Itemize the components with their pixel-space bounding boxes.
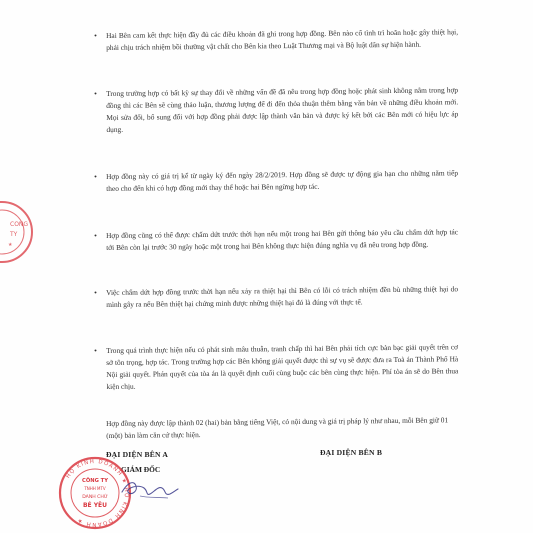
clause-text: Hợp đồng này có giá trị kể từ ngày ký đến ngày 28/2/2019. Hợp đồng sẽ được tự động gia hạn cho những năm tiếp theo cho đến khi có hợp đồng mới thay thế hoặc hai Bên ngừng hợp tác.: [106, 168, 459, 193]
bullet: •: [94, 231, 97, 241]
bullet: •: [94, 31, 97, 41]
clause-text: Trong quá trình thực hiện nếu có phát sinh mâu thuẫn, tranh chấp thì hai Bên phải tích cực bàn bạc giải quyết trên cơ sở tôn trọng, hợp tác. Trong trường hợp các Bên không giải quyết được thì sự vụ sẽ được đưa ra Toà án Thành Phố Hà Nội giải quyết. Phán quyết của tòa án là quyết định cuối cùng buộc các bên cùng thực hiện. Phí tòa án sẽ do Bên thua kiện chịu.: [106, 342, 459, 391]
clause-disputes: [94, 341, 459, 392]
director-title: GIÁM ĐỐC: [121, 465, 161, 474]
clause-compensation: [94, 283, 459, 310]
closing-statement: Hợp đồng này được lập thành 02 (hai) bản bằng tiếng Việt, có nội dung và giá trị pháp lý như nhau, mỗi Bên giữ 01 (một) bản làm căn cứ thực hiện.: [106, 415, 449, 440]
svg-text:DANH CHỨ: DANH CHỨ: [82, 495, 108, 500]
handwritten-signature: [118, 476, 180, 502]
svg-text:BÉ YÊU: BÉ YÊU: [82, 502, 108, 509]
side-stamp-seal: [0, 196, 36, 268]
svg-text:CÔNG: CÔNG: [10, 221, 29, 228]
clause-text: Trong trường hợp có bất kỳ sự thay đổi về những vấn đề đã nêu trong hợp đồng hoặc phát sinh không nằm trong hợp đồng thì các Bên sẽ cùng thảo luận, thương lượng để đi đến thỏa thuận thêm bằng văn bản về những điều khoản mới. Mọi sửa đổi, bổ sung đối với hợp đồng phải được lập thành văn bản và được ký kết bởi các Bên mới có hiệu lực áp dụng.: [106, 85, 459, 134]
clause-text: Hai Bên cam kết thực hiện đầy đủ các điều khoản đã ghi trong hợp đồng. Bên nào cố tình trì hoãn hoặc gây thiệt hại, phải chịu trách nhiệm bồi thường vật chất cho Bên kia theo Luật Thương mại và Bộ luật dân sự hiện hành.: [106, 27, 459, 52]
bullet: •: [94, 288, 97, 298]
clause-text: Việc chấm dứt hợp đồng trước thời hạn nếu xảy ra thiệt hại thì Bên có lỗi có trách nhiệm đền bù những thiệt hại do mình gây ra nếu Bên thiệt hại chứng minh được những thiệt hại đó là đúng với thực tế.: [106, 284, 459, 309]
clause-validity: [94, 167, 459, 194]
clause-termination: [94, 226, 459, 253]
svg-text:TY: TY: [10, 231, 18, 238]
svg-text:★: ★: [8, 242, 13, 248]
bullet: •: [94, 172, 97, 182]
svg-text:TNHH MTV: TNHH MTV: [84, 486, 106, 491]
svg-text:HỘ KINH DOANH ★ HỘ KINH DOANH: HỘ KINH DOANH ★ HỘ KINH DOANH ★: [65, 458, 130, 528]
clause-commitment: [94, 26, 459, 53]
clause-text: Hợp đồng cũng có thể được chấm dứt trước thời hạn nếu một trong hai Bên gửi thông báo yêu cầu chấm dứt hợp tác tới Bên còn lại trước 30 ngày hoặc một trong hai Bên không thực hiện đúng nghĩa vụ đã nêu trong hợp đồng.: [106, 227, 459, 252]
party-b-heading: ĐẠI DIỆN BÊN B: [320, 448, 383, 457]
bullet: •: [94, 89, 97, 99]
bullet: •: [94, 346, 97, 356]
party-a-heading: ĐẠI DIỆN BÊN A: [106, 450, 169, 459]
svg-text:CÔNG TY: CÔNG TY: [82, 478, 108, 484]
clause-changes: [94, 84, 459, 135]
